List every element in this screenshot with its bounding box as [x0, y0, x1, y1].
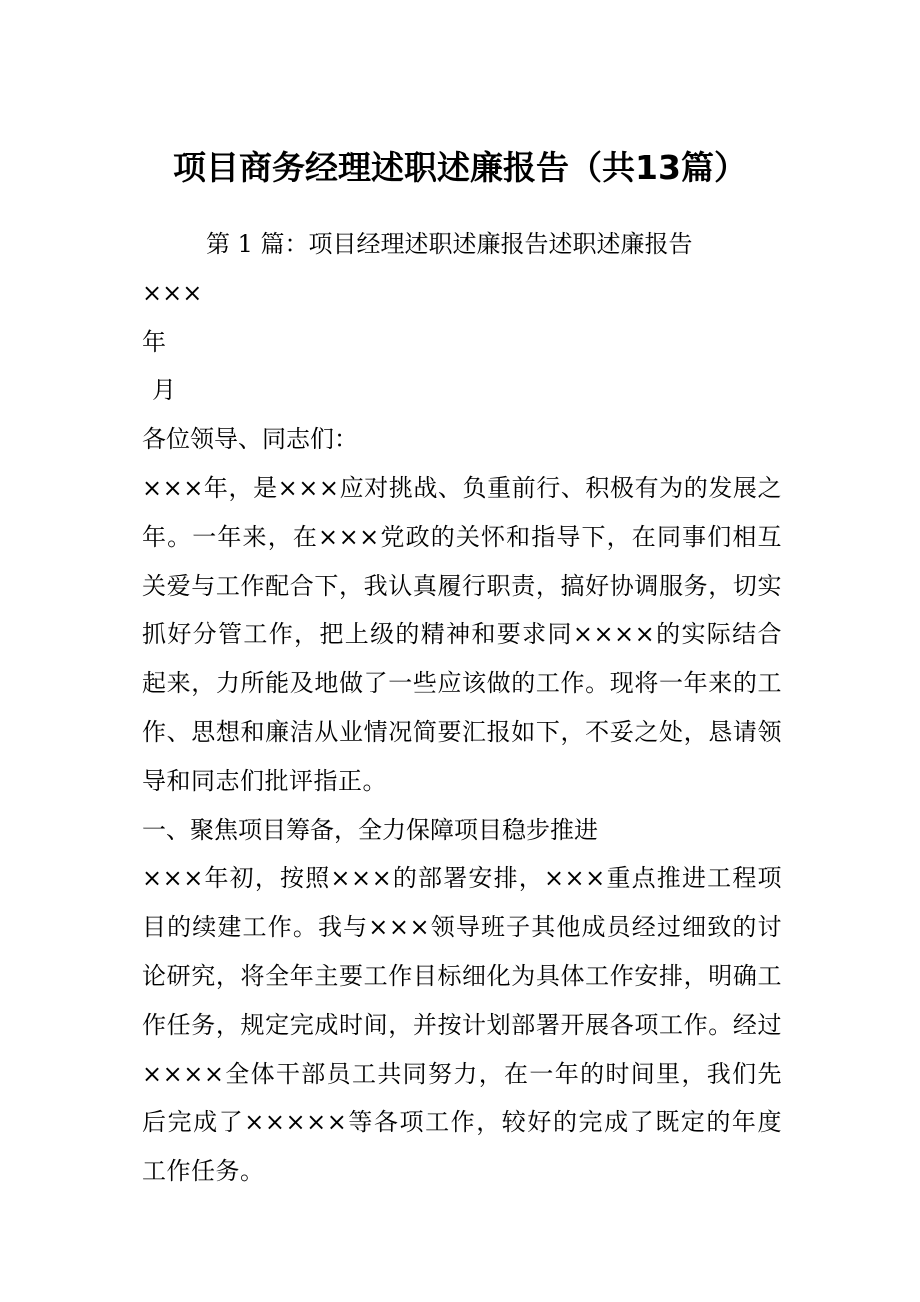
paragraph-intro: ×××年，是×××应对挑战、负重前行、积极有为的发展之年。一年来，在×××党政的关怀和指导下，在同事们相互关爱与工作配合下，我认真履行职责，搞好协调服务，切实抓好分管工作，把上级的精神和要求同××××的实际结合起来，力所能及地做了一些应该做的工作。现将一年来的工作、思想和廉洁从业情况简要汇报如下，不妥之处，恳请领导和同志们批评指正。 — [142, 473, 782, 795]
month-label: 月 — [152, 376, 176, 405]
year-label: 年 — [142, 327, 166, 356]
chapter-heading: 第 1 篇：项目经理述职述廉报告述职述廉报告 — [206, 230, 693, 258]
name-placeholder: ××× — [142, 278, 203, 307]
document-title: 项目商务经理述职述廉报告（共13篇） — [173, 148, 747, 187]
section-heading: 一、聚焦项目筹备，全力保障项目稳步推进 — [142, 815, 598, 844]
document-body — [142, 220, 782, 1196]
salutation: 各位领导、同志们： — [142, 425, 358, 454]
paragraph-project: ×××年初，按照×××的部署安排，×××重点推进工程项目的续建工作。我与×××领导班子其他成员经过细致的讨论研究，将全年主要工作目标细化为具体工作安排，明确工作任务，规定完成时间，并按计划部署开展各项工作。经过××××全体干部员工共同努力，在一年的时间里，我们先后完成了×××××等各项工作，较好的完成了既定的年度工作任务。 — [142, 864, 782, 1186]
